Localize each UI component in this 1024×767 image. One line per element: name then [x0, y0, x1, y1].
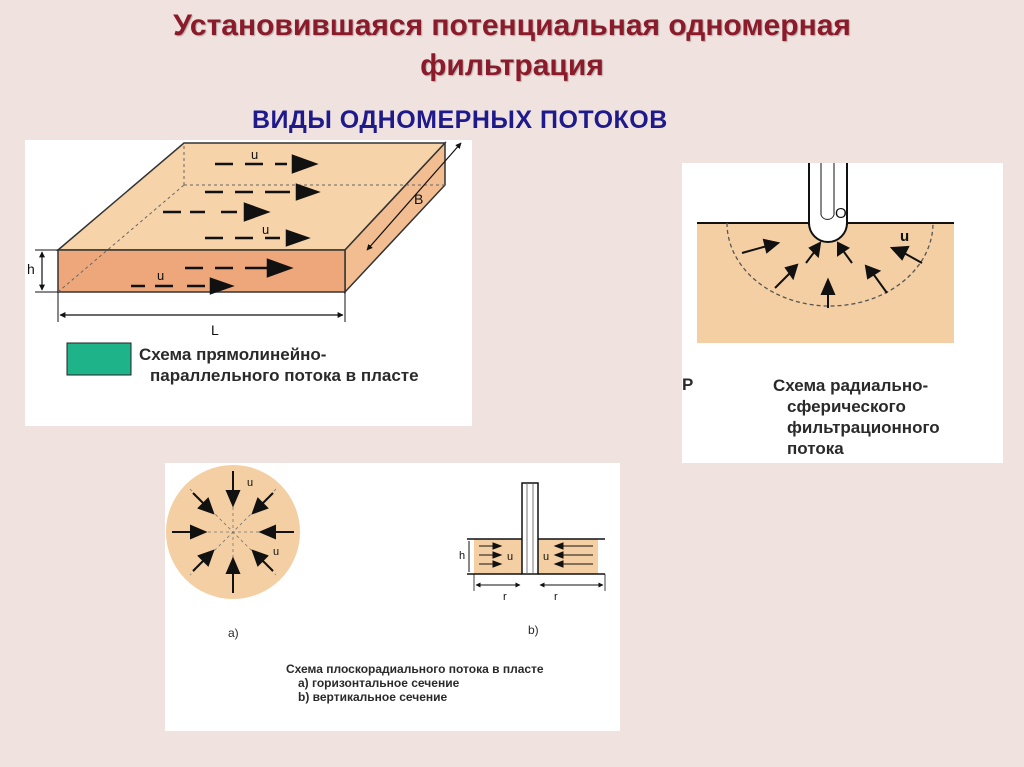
- legend-swatch: [67, 343, 131, 375]
- section-a-label: a): [228, 626, 239, 640]
- linear-flow-caption: [139, 344, 419, 386]
- linear-flow-panel: [25, 140, 472, 426]
- velocity-label: u: [157, 268, 165, 283]
- width-label: B: [414, 191, 424, 207]
- velocity-label: u: [251, 147, 259, 162]
- caption-line: Схема радиально-: [773, 376, 929, 395]
- height-label: h: [27, 261, 35, 277]
- plane-radial-caption: [286, 662, 544, 704]
- velocity-label: u: [543, 551, 550, 563]
- plane-radial-panel: [165, 463, 620, 731]
- slide-title-line-2: фильтрация: [420, 49, 604, 82]
- radial-spherical-caption: [773, 375, 940, 459]
- well-label: O: [835, 205, 847, 222]
- velocity-label: u: [262, 222, 270, 237]
- velocity-label: u: [247, 477, 254, 489]
- velocity-label: u: [507, 551, 514, 563]
- slide-subtitle: ВИДЫ ОДНОМЕРНЫХ ПОТОКОВ: [252, 106, 668, 134]
- caption-line: фильтрационного: [787, 418, 940, 437]
- radius-label: r: [554, 591, 558, 603]
- velocity-label: u: [900, 228, 910, 245]
- caption-line: параллельного потока в пласте: [150, 366, 419, 385]
- length-label: L: [211, 322, 219, 338]
- slide-title: [0, 6, 1024, 86]
- caption-line: потока: [787, 439, 844, 458]
- radius-label: r: [503, 591, 507, 603]
- radial-spherical-panel: [682, 163, 1003, 463]
- slide-title-line-1: Установившаяся потенциальная одномерная: [173, 9, 851, 42]
- velocity-label: u: [273, 546, 280, 558]
- caption-line: Схема плоскорадиального потока в пласте: [286, 662, 544, 676]
- caption-item-b: b) вертикальное сечение: [298, 690, 448, 704]
- caption-line: Схема прямолинейно-: [139, 345, 327, 364]
- caption-item-a: а) горизонтальное сечение: [298, 676, 460, 690]
- height-label: h: [459, 550, 466, 562]
- vertical-well: [522, 483, 538, 574]
- caption-line: сферического: [787, 397, 906, 416]
- p-label: P: [682, 375, 694, 394]
- section-b-label: b): [528, 623, 539, 637]
